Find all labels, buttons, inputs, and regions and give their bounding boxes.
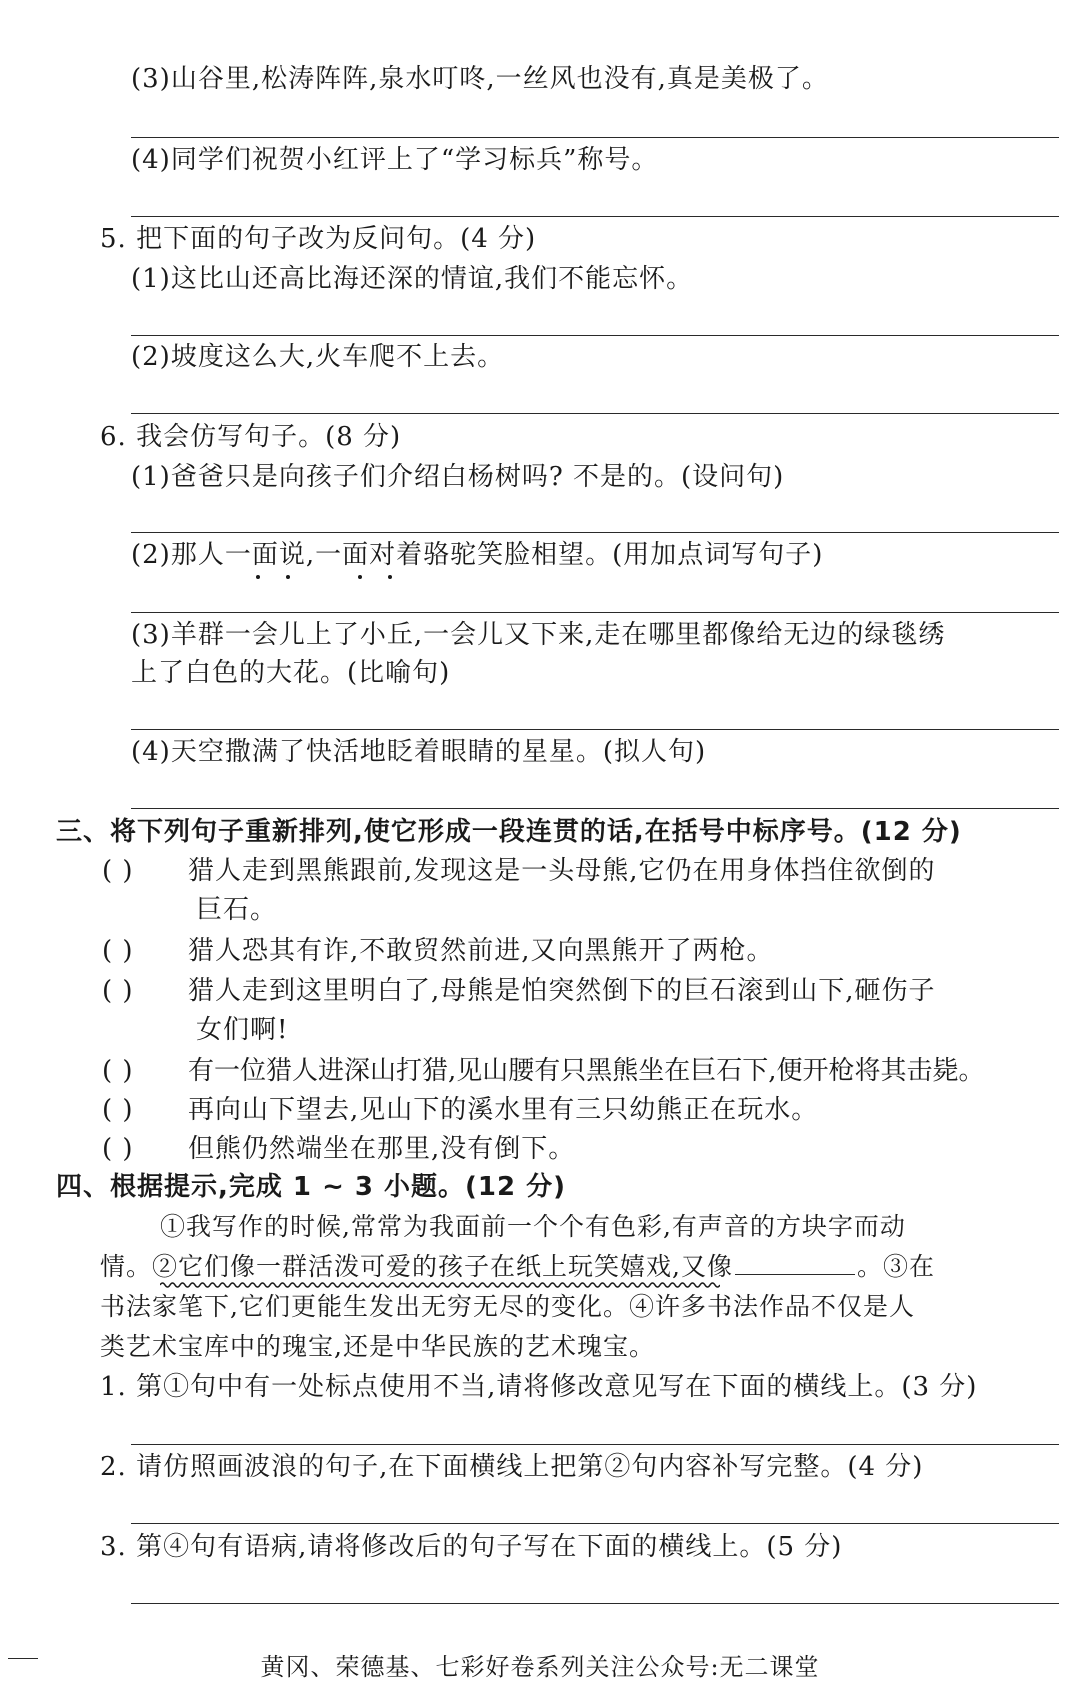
order-item: 猎人走到这里明白了,母熊是怕突然倒下的巨石滚到山下,砸伤子 bbox=[188, 976, 936, 1006]
passage-text: 。③在 bbox=[856, 1252, 935, 1281]
footer-text: 黄冈、荣德基、七彩好卷系列关注公众号:无二课堂 bbox=[260, 1653, 820, 1681]
order-paren[interactable]: ( ) bbox=[102, 1056, 134, 1086]
answer-line[interactable] bbox=[131, 1523, 1059, 1524]
order-item: 猎人恐其有诈,不敢贸然前进,又向黑熊开了两枪。 bbox=[188, 936, 774, 966]
emphasis-dot bbox=[286, 575, 290, 579]
answer-line[interactable] bbox=[131, 335, 1059, 336]
answer-line[interactable] bbox=[131, 729, 1059, 730]
question-item: 2. 请仿照画波浪的句子,在下面横线上把第②句内容补写完整。(4 分) bbox=[100, 1452, 924, 1482]
order-paren[interactable]: ( ) bbox=[102, 936, 134, 966]
fill-blank[interactable] bbox=[735, 1250, 855, 1275]
wavy-sentence: ②它们像一群活泼可爱的孩子在纸上玩笑嬉戏 bbox=[152, 1252, 673, 1281]
question-item: 3. 第④句有语病,请将修改后的句子写在下面的横线上。(5 分) bbox=[100, 1532, 843, 1562]
question-item: (1)爸爸只是向孩子们介绍白杨树吗? 不是的。(设问句) bbox=[131, 462, 785, 492]
question-title: 5. 把下面的句子改为反问句。(4 分) bbox=[100, 224, 537, 254]
question-item: (4)同学们祝贺小红评上了“学习标兵”称号。 bbox=[131, 145, 659, 175]
answer-line[interactable] bbox=[131, 612, 1059, 613]
order-paren[interactable]: ( ) bbox=[102, 1095, 134, 1125]
passage-line bbox=[100, 1250, 935, 1284]
passage-text: ,又像 bbox=[672, 1252, 733, 1281]
answer-line[interactable] bbox=[131, 1444, 1059, 1445]
answer-line[interactable] bbox=[131, 1603, 1059, 1604]
question-item: (2)那人一面说,一面对着骆驼笑脸相望。(用加点词写句子) bbox=[131, 540, 824, 570]
order-item: 但熊仍然端坐在那里,没有倒下。 bbox=[188, 1134, 576, 1164]
answer-line[interactable] bbox=[131, 808, 1059, 809]
section-title: 四、根据提示,完成 1 ~ 3 小题。(12 分) bbox=[56, 1172, 567, 1202]
question-item: (4)天空撒满了快活地眨着眼睛的星星。(拟人句) bbox=[131, 737, 707, 767]
order-paren[interactable]: ( ) bbox=[102, 976, 134, 1006]
passage-line: 类艺术宝库中的瑰宝,还是中华民族的艺术瑰宝。 bbox=[100, 1332, 655, 1361]
order-item: 再向山下望去,见山下的溪水里有三只幼熊正在玩水。 bbox=[188, 1095, 819, 1125]
question-item: (3)山谷里,松涛阵阵,泉水叮咚,一丝风也没有,真是美极了。 bbox=[131, 64, 829, 94]
order-item-cont: 巨石。 bbox=[196, 895, 278, 925]
passage-text: 情。 bbox=[100, 1252, 153, 1281]
question-item-cont: 上了白色的大花。(比喻句) bbox=[131, 658, 451, 688]
emphasis-dot bbox=[358, 575, 362, 579]
question-item: (3)羊群一会儿上了小丘,一会儿又下来,走在哪里都像给无边的绿毯绣 bbox=[131, 620, 946, 650]
question-item: (1)这比山还高比海还深的情谊,我们不能忘怀。 bbox=[131, 264, 694, 294]
passage-line: ①我写作的时候,常常为我面前一个个有色彩,有声音的方块字而动 bbox=[160, 1212, 906, 1241]
order-item: 猎人走到黑熊跟前,发现这是一头母熊,它仍在用身体挡住欲倒的 bbox=[188, 856, 936, 886]
passage-line: 书法家笔下,它们更能生发出无穷无尽的变化。④许多书法作品不仅是人 bbox=[100, 1292, 915, 1321]
emphasis-dot bbox=[256, 575, 260, 579]
order-paren[interactable]: ( ) bbox=[102, 856, 134, 886]
answer-line[interactable] bbox=[131, 216, 1059, 217]
question-item: 1. 第①句中有一处标点使用不当,请将修改意见写在下面的横线上。(3 分) bbox=[100, 1372, 978, 1402]
answer-line[interactable] bbox=[131, 413, 1059, 414]
emphasis-dot bbox=[388, 575, 392, 579]
order-paren[interactable]: ( ) bbox=[102, 1134, 134, 1164]
question-item: (2)坡度这么大,火车爬不上去。 bbox=[131, 342, 505, 372]
question-title: 6. 我会仿写句子。(8 分) bbox=[100, 422, 402, 452]
wavy-underline bbox=[160, 1280, 720, 1290]
section-title: 三、将下列句子重新排列,使它形成一段连贯的话,在括号中标序号。(12 分) bbox=[56, 817, 962, 847]
answer-line[interactable] bbox=[131, 137, 1059, 138]
answer-line[interactable] bbox=[131, 532, 1059, 533]
order-item: 有一位猎人进深山打猎,见山腰有只黑熊坐在巨石下,便开枪将其击毙。 bbox=[188, 1056, 985, 1086]
order-item-cont: 女们啊! bbox=[196, 1015, 289, 1045]
